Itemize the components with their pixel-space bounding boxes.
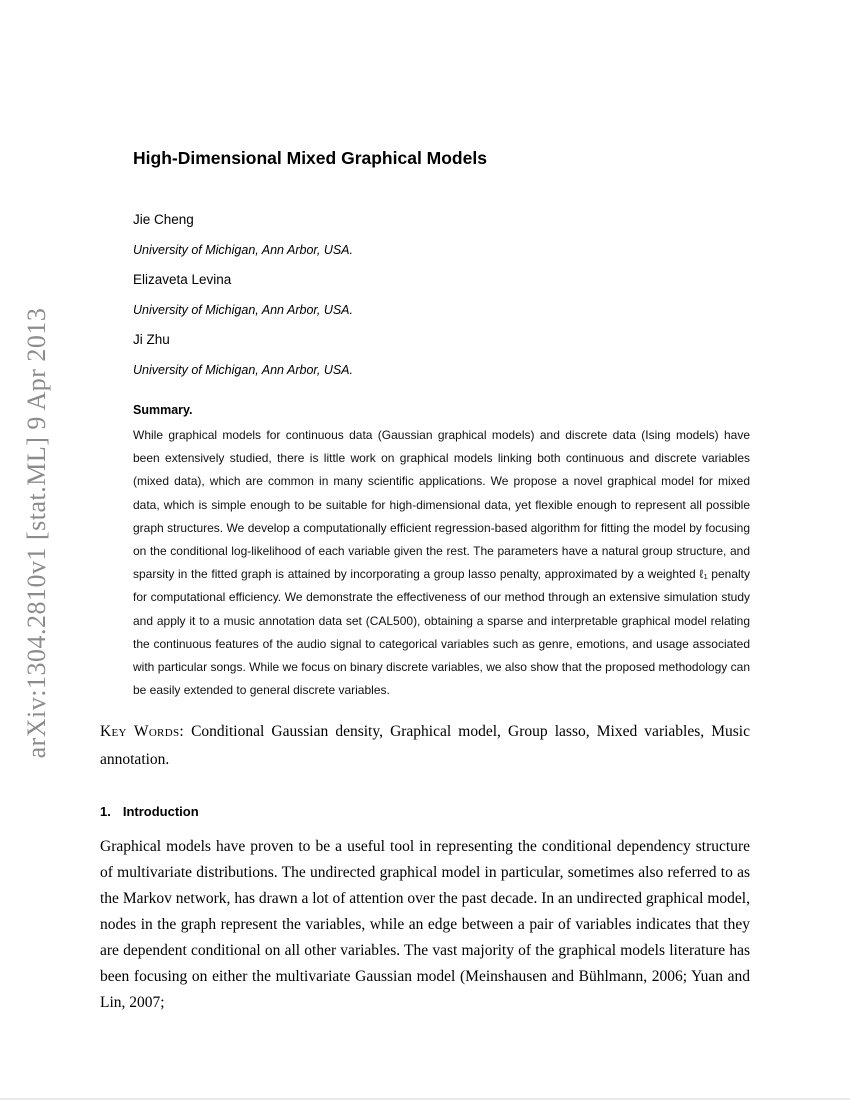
keywords-label: Key Words: (100, 723, 184, 741)
author-block (133, 205, 750, 385)
keywords-line (100, 718, 750, 774)
author-entry (133, 205, 750, 265)
author-affiliation: University of Michigan, Ann Arbor, USA. (133, 243, 353, 257)
section-heading (100, 804, 750, 819)
author-affiliation: University of Michigan, Ann Arbor, USA. (133, 303, 353, 317)
summary-text: While graphical models for continuous data (Gaussian graphical models) and discrete data (Ising models) have been extensively studied, there is little work on graphical models linking both continuous and discrete variables (mixed data), which are common in many scientific applications. We propose a novel graphical model for mixed data, which is simple enough to be suitable for high-dimensional data, yet flexible enough to represent all possible graph structures. We develop a computationally efficient regression-based algorithm for fitting the model by focusing on the conditional log-likelihood of each variable given the rest. The parameters have a natural group structure, and sparsity in the fitted graph is attained by incorporating a group lasso penalty, approximated by a weighted ℓ₁ penalty for computational efficiency. We demonstrate the effectiveness of our method through an extensive simulation study and apply it to a music annotation data set (CAL500), obtaining a sparse and interpretable graphical model relating the continuous features of the audio signal to categorical variables such as genre, emotions, and usage associated with particular songs. While we focus on binary discrete variables, we also show that the proposed methodology can be easily extended to general discrete variables. (133, 428, 750, 698)
author-entry (133, 265, 750, 325)
arxiv-watermark: arXiv:1304.2810v1 [stat.ML] 9 Apr 2013 (22, 307, 51, 759)
summary-heading: Summary. (133, 403, 193, 417)
author-affiliation: University of Michigan, Ann Arbor, USA. (133, 363, 353, 377)
paper-content (100, 0, 750, 1016)
introduction-paragraph: Graphical models have proven to be a useful tool in representing the conditional dependency structure of multivariate distributions. The undirected graphical model in particular, sometimes also referred to as the Markov network, has drawn a lot of attention over the past decade. In an undirected graphical model, nodes in the graph represent the variables, while an edge between a pair of variables indicates that they are dependent conditional on all other variables. The vast majority of the graphical models literature has been focusing on either the multivariate Gaussian model (Meinshausen and Bühlmann, 2006; Yuan and Lin, 2007; (100, 838, 750, 1012)
author-name: Ji Zhu (133, 332, 170, 347)
summary-section (133, 403, 750, 702)
author-name: Jie Cheng (133, 212, 194, 227)
author-entry (133, 325, 750, 385)
paper-title: High-Dimensional Mixed Graphical Models (133, 148, 487, 168)
keywords-text: Conditional Gaussian density, Graphical model, Group lasso, Mixed variables, Music annotation. (100, 723, 750, 769)
section-title: Introduction (122, 804, 199, 820)
author-name: Elizaveta Levina (133, 272, 232, 287)
section-number: 1. (100, 804, 111, 820)
